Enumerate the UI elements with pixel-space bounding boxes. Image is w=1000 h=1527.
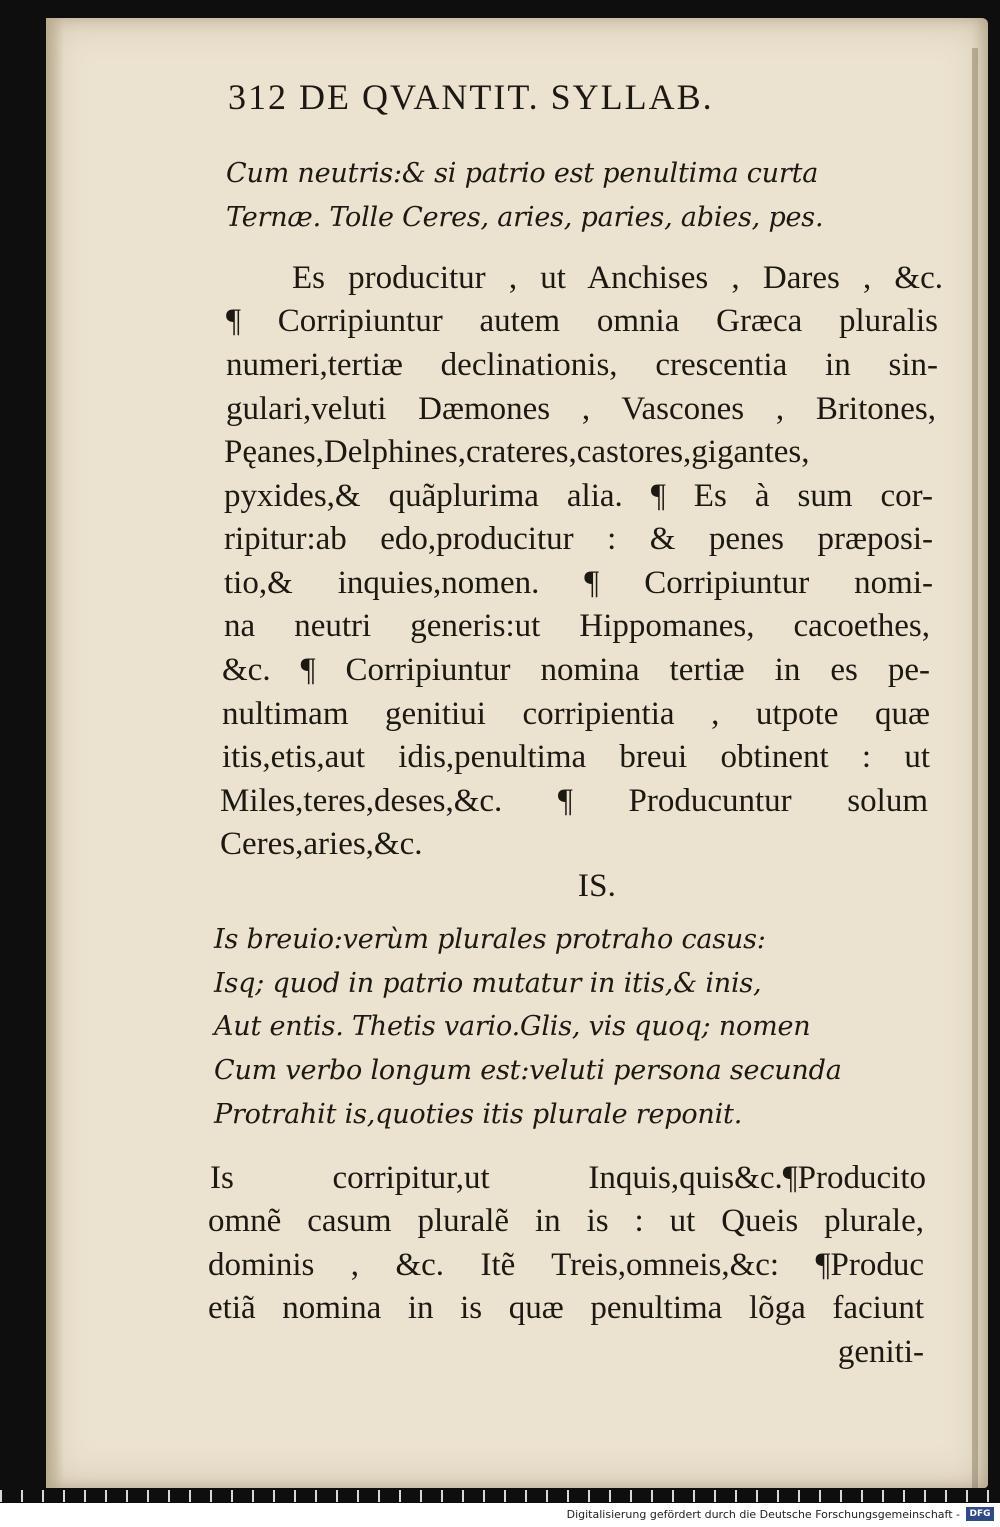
running-header: 312 DE QVANTIT. SYLLAB. (228, 77, 714, 117)
prose-line: dominis , &c. Itẽ Treis,omneis,&c: ¶Produc (208, 1247, 924, 1283)
prose-line: omnẽ casum pluralẽ in is : ut Queis plurale, (208, 1203, 924, 1239)
prose-line: numeri,tertiæ declinationis, crescentia in sin- (226, 347, 938, 383)
prose-line: ¶ Corripiuntur autem omnia Græca pluralis (226, 303, 938, 339)
prose-line: Pęanes,Delphines,crateres,castores,gigantes, (224, 434, 810, 470)
prose-line: nultimam genitiui corripientia , utpote quæ (222, 696, 930, 732)
verse-line: Ternæ. Tolle Ceres, aries, paries, abies, pes. (226, 202, 824, 233)
prose-line: pyxides,& quãplurima alia. ¶ Es à sum cor- (224, 478, 933, 514)
verse-line: Cum neutris:& si patrio est penultima curta (226, 158, 819, 189)
verse-line: Aut entis. Thetis vario.Glis, vis quoq; nomen (214, 1011, 811, 1042)
prose-line: Miles,teres,deses,&c. ¶ Producuntur solum (220, 783, 928, 819)
verse-line: Is breuio:verùm plurales protraho casus: (214, 924, 766, 955)
page-edge (972, 48, 978, 1488)
scan-ruler (0, 1490, 1000, 1502)
prose-line: Es producitur , ut Anchises , Dares , &c. (292, 260, 943, 296)
book-page (46, 18, 988, 1488)
verse-line: Isq; quod in patrio mutatur in itis,& inis, (214, 968, 762, 999)
page-gutter-shadow (46, 18, 64, 1488)
prose-line: itis,etis,aut idis,penultima breui obtinent : ut (222, 739, 930, 775)
dfg-logo: DFG (966, 1507, 994, 1521)
prose-line: &c. ¶ Corripiuntur nomina tertiæ in es pe- (222, 652, 930, 688)
prose-line: ripitur:ab edo,producitur : & penes præposi- (224, 521, 933, 557)
prose-line: Is corripitur,ut Inquis,quis&c.¶Producito (210, 1160, 926, 1196)
footer-credit: Digitalisierung gefördert durch die Deutsche Forschungsgemeinschaft - (566, 1508, 960, 1521)
prose-line: na neutri generis:ut Hippomanes, cacoethes, (224, 608, 930, 644)
prose-line: tio,& inquies,nomen. ¶ Corripiuntur nomi- (224, 565, 933, 601)
prose-line: Ceres,aries,&c. (220, 826, 423, 862)
verse-line: Protrahit is,quoties itis plurale reponit. (214, 1099, 743, 1130)
catchword: geniti- (837, 1334, 924, 1370)
prose-line: gulari,veluti Dæmones , Vascones , Britones, (226, 391, 936, 427)
section-heading: IS. (577, 868, 617, 904)
prose-line: etiã nomina in is quæ penultima lõga faciunt (208, 1290, 924, 1326)
verse-line: Cum verbo longum est:veluti persona secunda (214, 1055, 842, 1086)
